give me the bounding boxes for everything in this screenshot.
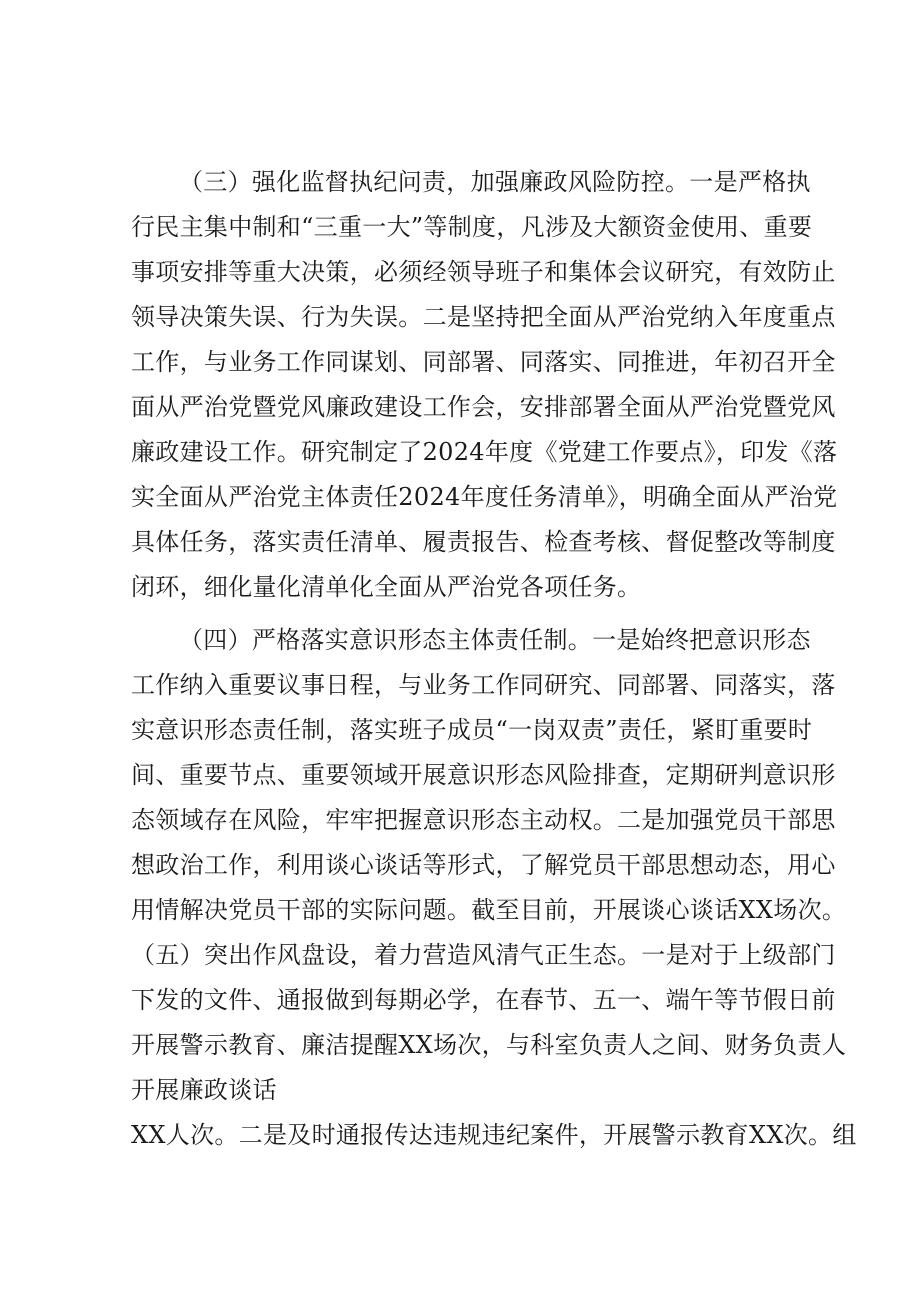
text-line: 实全面从严治党主体责任2024年度任务清单》，明确全面从严治党 bbox=[131, 483, 838, 511]
text-line: 领导决策失误、行为失误。二是坚持把全面从严治党纳入年度重点 bbox=[131, 303, 836, 331]
text-line: 闭环，细化量化清单化全面从严治党各项任务。 bbox=[131, 573, 642, 601]
text-line: 实意识形态责任制，落实班子成员“一岗双责”责任，紧盯重要时 bbox=[131, 716, 813, 744]
text-line: 工作纳入重要议事日程，与业务工作同研究、同部署、同落实，落 bbox=[131, 671, 836, 699]
paragraph-spacer bbox=[131, 610, 801, 618]
text-line: 开展警示教育、廉洁提醒XX场次，与科室负责人之间、财务负责人 bbox=[131, 1031, 847, 1059]
text-line: 想政治工作，利用谈心谈话等形式，了解党员干部思想动态，用心 bbox=[131, 851, 836, 879]
document-body bbox=[131, 160, 857, 1158]
text-line: 面从严治党暨党风廉政建设工作会，安排部署全面从严治党暨党风 bbox=[131, 393, 836, 421]
text-line: 间、重要节点、重要领域开展意识形态风险排查，定期研判意识形 bbox=[131, 761, 836, 789]
paragraph-section-three bbox=[131, 160, 838, 610]
text-line: （四）严格落实意识形态主体责任制。一是始终把意识形态 bbox=[179, 626, 811, 654]
text-line: 下发的文件、通报做到每期必学，在春节、五一、端午等节假日前 bbox=[131, 986, 836, 1014]
text-line: （三）强化监督执纪问责，加强廉政风险防控。一是严格执 bbox=[179, 168, 811, 196]
text-line: 廉政建设工作。研究制定了2024年度《党建工作要点》，印发《落 bbox=[131, 438, 838, 466]
text-line: （五）突出作风盘设，着力营造风清气正生态。一是对于上级部门 bbox=[131, 941, 836, 969]
text-line: 开展廉政谈话 bbox=[131, 1076, 277, 1104]
text-line: 工作，与业务工作同谋划、同部署、同落实、同推进，年初召开全 bbox=[131, 348, 836, 376]
text-line: 用情解决党员干部的实际问题。截至目前，开展谈心谈话XX场次。 bbox=[131, 896, 847, 924]
text-line: 态领域存在风险，牢牢把握意识形态主动权。二是加强党员干部思 bbox=[131, 806, 836, 834]
text-line: 行民主集中制和“三重一大”等制度，凡涉及大额资金使用、重要 bbox=[131, 213, 813, 241]
paragraph-section-four bbox=[131, 618, 857, 1158]
text-line: XX人次。二是及时通报传达违规违纪案件，开展警示教育XX次。组 bbox=[131, 1121, 857, 1149]
text-line: 具体任务，落实责任清单、履责报告、检查考核、督促整改等制度 bbox=[131, 528, 836, 556]
text-line: 事项安排等重大决策，必须经领导班子和集体会议研究，有效防止 bbox=[131, 258, 836, 286]
